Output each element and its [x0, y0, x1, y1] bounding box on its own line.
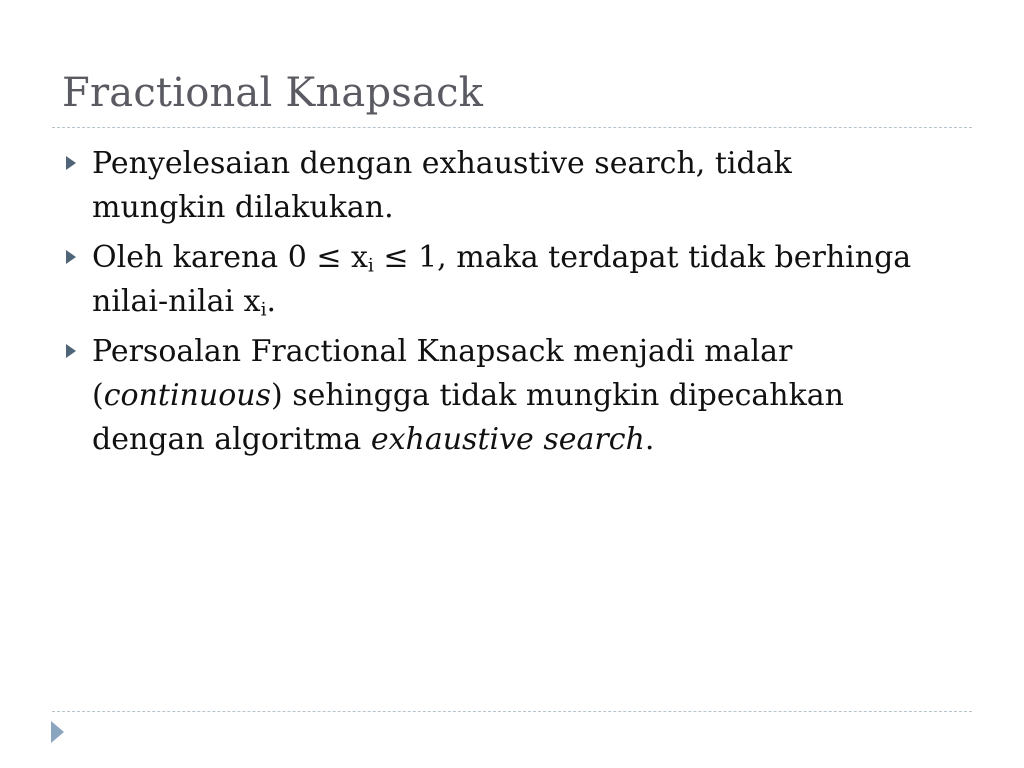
text-run: ) sehingga tidak mungkin dipecahkan	[270, 378, 844, 413]
italic-term: exhaustive search	[370, 422, 645, 457]
text-run: Oleh karena 0 ≤ x	[92, 240, 368, 275]
triangle-right-icon	[66, 156, 76, 170]
text-run: dengan algoritma	[92, 422, 371, 457]
bullet-item	[62, 330, 962, 462]
title-divider	[52, 127, 972, 128]
subscript: i	[367, 255, 374, 277]
bullet-item	[62, 142, 962, 230]
bullet-line: mungkin dilakukan.	[92, 190, 394, 225]
slide-title: Fractional Knapsack	[62, 70, 484, 116]
play-triangle-icon[interactable]	[51, 721, 64, 743]
text-run: .	[266, 284, 277, 319]
bullet-line	[92, 236, 962, 280]
subscript: i	[260, 299, 267, 321]
bullet-line	[92, 280, 962, 324]
triangle-right-icon	[66, 250, 76, 264]
bullet-line	[92, 418, 962, 462]
bullet-list	[62, 142, 962, 468]
bullet-line: Persoalan Fractional Knapsack menjadi malar	[92, 334, 793, 369]
footer-divider	[52, 711, 972, 712]
text-run: nilai-nilai x	[92, 284, 261, 319]
text-run: (	[92, 378, 104, 413]
text-run: ≤ 1, maka terdapat tidak berhinga	[373, 240, 912, 275]
bullet-line: Penyelesaian dengan exhaustive search, tidak	[92, 146, 792, 181]
text-run: .	[644, 422, 655, 457]
bullet-line	[92, 374, 962, 418]
triangle-right-icon	[66, 344, 76, 358]
bullet-item	[62, 236, 962, 324]
italic-term: continuous	[103, 378, 271, 413]
